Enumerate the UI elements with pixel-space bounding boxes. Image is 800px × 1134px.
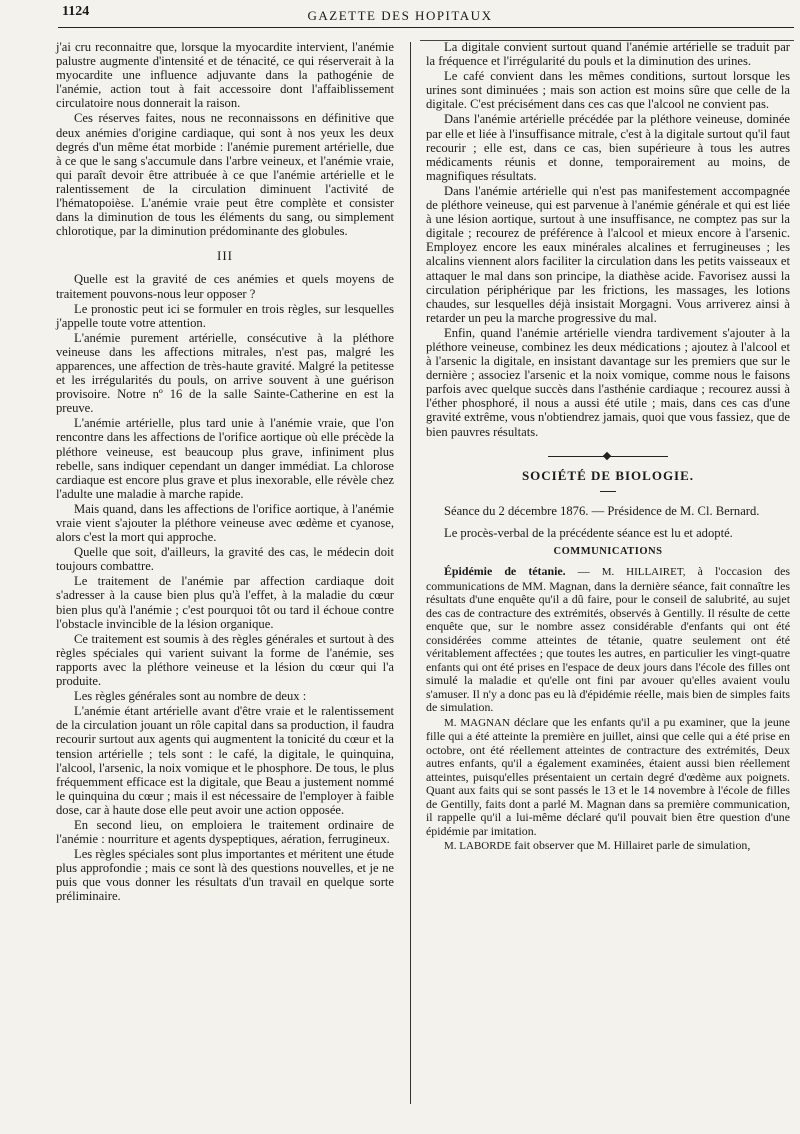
communication-speaker: M. HILLAIRET, [601, 566, 686, 578]
right-paragraph: Dans l'anémie artérielle précédée par la pléthore veineuse, dominée par elle et liée à l'insuffisance mitrale, c'est à la digitale surtout qu'il faut recourir ; elle est, dans ce cas, bien supérieure à tous les autres médicaments réunis et donne, temporairement au moins, de magnifiques résultats. [426, 112, 790, 183]
left-paragraph: Le pronostic peut ici se formuler en trois règles, sur lesquelles j'appelle toute votre attention. [56, 301, 394, 330]
column-divider [410, 42, 411, 1104]
communication-paragraph [426, 716, 790, 839]
left-column [56, 40, 394, 904]
right-paragraph: La digitale convient surtout quand l'anémie artérielle se traduit par la fréquence et l'irrégularité du pouls et la diminution des urines. [426, 40, 790, 69]
left-paragraph: Mais quand, dans les affections de l'orifice aortique, à l'anémie vraie vient s'ajouter la pléthore veineuse avec œdème et cyanose, alors c'est la mort qui approche. [56, 501, 394, 545]
right-paragraph: Enfin, quand l'anémie artérielle viendra tardivement s'ajouter à la pléthore veineuse, combinez les deux médications ; ajoutez à l'alcool et à l'arsenic la digitale, en insistant davantage sur les premiers que sur le dernière ; associez l'arsenic et la noix vomique, comme nous le faisons parfois avec quelque succès dans l'asthénie cardiaque ; recourez aussi à l'éther phosphoré, il nous a aussi été utile ; mais, dans ces cas d'une gravité extrême, vous n'obtiendrez jamais, quoi que vous fassiez, que de bien pauvres résultats. [426, 325, 790, 439]
left-paragraph: Ces réserves faites, nous ne reconnaissons en définitive que deux anémies d'origine cardiaque, qui sont à nos yeux les deux degrés d'un même état morbide : l'anémie purement artérielle, due à ce que le sang s'accumule dans l'arbre veineux, et l'anémie vraie, qui paraît devoir être attribuée à ce que l'anémie artérielle et le ralentissement de la circulation diminuent l'activité de l'hématopoièse. L'anémie vraie peut être complète et consister dans la diminution de tous les éléments du sang, ou simplement chlorotique, par la diminution prédominante des globules. [56, 111, 394, 239]
communication-paragraph: Épidémie de tétanie. — M. HILLAIRET, à l'occasion des communications de MM. Magnan, dans la dernière séance, fait connaître les résultats d'une enquête qu'il a dû faire, pour le conseil de salubrité, au sujet des cas de contracture des extrémités, observés à Gentilly. Il résulte de cette enquête que, sur le nombre assez considérable d'enfants qui ont été considérées comme atteintes de tétanie, quatre seulement ont été véritablement affectées ; que toutes les autres, en particulier les vingt-quatre enfants qui ont été prises en l'espace de deux jours dans l'école des filles ont simulé la maladie et qu'elle ont fini par avouer qu'elles avaient voulu s'amuser. Il n'y a donc pas eu là d'épidémie réelle, mais bien de simples faits de simulation. [426, 564, 790, 714]
left-paragraph: Quelle est la gravité de ces anémies et quels moyens de traitement pouvons-nous leur opposer ? [56, 272, 394, 301]
minutes-line: Le procès-verbal de la précédente séance est lu et adopté. [444, 525, 733, 540]
ornament-diamond-icon [603, 451, 611, 459]
speaker-name: M. LABORDE [444, 840, 512, 852]
communication-text: à l'occasion des communications de MM. Magnan, dans la dernière séance, fait connaître les résultats d'une enquête qu'il a dû faire, pour le conseil de salubrité, au sujet des cas de contracture des extrémités, observés à Gentilly. Il résulte de cette enquête que, sur le nombre assez considérable d'enfants qui ont été considérées comme atteintes de tétanie, quatre seulement ont été véritablement affectées ; que toutes les autres, en particulier les vingt-quatre enfants qui ont été prises en l'espace de deux jours dans l'école des filles ont simulé la maladie et qu'elle ont fini par avouer qu'elles avaient voulu s'amuser. Il n'y a donc pas eu là d'épidémie réelle, mais bien de simples faits de simulation. [426, 564, 790, 714]
left-paragraph: L'anémie artérielle, plus tard unie à l'anémie vraie, que l'on rencontre dans les affections de l'orifice aortique où elle précède la pléthore veineuse, est beaucoup plus grave, infiniment plus rebelle, sans indiquer cependant un danger immédiat. La chlorose cardiaque est encore plus grave et plus inexorable, elle révèle chez l'adulte une maladie à marche rapide. [56, 416, 394, 501]
section-ornament [548, 453, 668, 461]
session-line: Séance du 2 décembre 1876. — Présidence de M. Cl. Bernard. [444, 503, 760, 518]
section-number: III [217, 248, 233, 264]
left-paragraph: Les règles spéciales sont plus importantes et méritent une étude plus approfondie ; mais ce sont là des questions nouvelles, et je ne puis que vous donner les résultats d'un travail en quelque sorte préliminaire. [56, 847, 394, 904]
right-paragraph: Le café convient dans les mêmes conditions, surtout lorsque les urines sont diminuées ; mais son action est moins sûre que celle de la digitale. C'est précisément dans ces cas que l'alcool ne convient pas. [426, 69, 790, 112]
header-rule [58, 27, 794, 28]
page-number: 1124 [62, 4, 90, 19]
left-paragraph: Les règles générales sont au nombre de deux : [74, 689, 307, 704]
communications-heading: COMMUNICATIONS [553, 545, 663, 557]
left-paragraph: L'anémie purement artérielle, consécutive à la pléthore veineuse dans les affections mitrales, n'est pas, malgré les apparences, une affection de très-haute gravité. Malgré la petitesse et les irrégularités du pouls, on arrive souvent à une guérison provisoire. Notre nº 16 de la salle Sainte-Catherine en est la preuve. [56, 330, 394, 416]
society-title: SOCIÉTÉ DE BIOLOGIE. [521, 467, 695, 483]
right-paragraph: Dans l'anémie artérielle qui n'est pas manifestement accompagnée de pléthore veineuse, qui est parvenue à l'anémie générale et qui est liée à une lésion aortique, surtout à une insuffisance, ne comptez pas sur la digitale ; recourez de préférence à l'alcool et mieux encore à l'arsenic. Employez encore les eaux minérales alcalines et ferrugineuses ; les alcalins viennent alors faciliter la circulation dans les petits vaisseaux et attaquer le mal dans son principe, la diathèse acide. Favorisez aussi la circulation périphérique par les frictions, les massages, les lotions chaudes, sur lesquelles déjà insistait Morgagni. Vous arriverez ainsi à retarder un peu la marche progressive du mal. [426, 183, 790, 325]
left-paragraph: Ce traitement est soumis à des règles générales et surtout à des règles spéciales qui varient suivant la forme de l'anémie, ses rapports avec la pléthore veineuse et la lésion du cœur qui l'a produite. [56, 631, 394, 689]
left-paragraph: L'anémie étant artérielle avant d'être vraie et le ralentissement de la circulation jouant un rôle capital dans sa production, il faudra recourir surtout aux agents qui augmentent la tonicité du cœur et la tension artérielle ; tels sont : le café, la digitale, le quinquina, l'alcool, l'arsenic, la noix vomique et le phosphore. De tous, le plus fréquemment efficace est la digitale, que Beau a justement nommé le quinquina du cœur ; mais il est nécessaire de l'employer à faible dose, car à haute dose elle peut avoir une action opposée. [56, 704, 394, 817]
left-paragraph: En second lieu, on emploiera le traitement ordinaire de l'anémie : nourriture et agents dyspeptiques, aération, ferrugineux. [56, 817, 394, 847]
communication-title: Épidémie de tétanie. [444, 564, 566, 578]
title-dash [600, 491, 616, 492]
left-paragraph: j'ai cru reconnaitre que, lorsque la myocardite intervient, l'anémie palustre augmente d'intensité et de ténacité, ce qui réserverait à la myocardite une influence adjuvante dans la pathogénie de l'anémie, action tout à fait accessoire dont l'affaiblissement circulatoire nous donnerait la raison. [56, 40, 394, 111]
communication-text: fait observer que M. Hillairet parle de simulation, [514, 838, 751, 852]
left-paragraph: Le traitement de l'anémie par affection cardiaque doit s'adresser à la cause bien plus qu'à l'effet, à la maladie du cœur bien plus qu'à l'anémie ; c'est pourquoi tôt ou tard il échoue contre l'obstacle invincible de la lésion organique. [56, 574, 394, 631]
left-paragraph: Quelle que soit, d'ailleurs, la gravité des cas, le médecin doit toujours combattre. [56, 545, 394, 574]
communication-paragraph [426, 839, 790, 854]
communication-text: déclare que les enfants qu'il a pu examiner, que la jeune fille qui a été atteinte la première en juillet, ainsi que celle qui a été prise en octobre, ont été réellement atteintes de contracture des extrémités, Deux autres enfants, qu'il a également examinées, étaient aussi bien réellement atteintes, puisqu'elles présentaient un certain degré d'œdème aux poignets. Quant aux faits qui se sont passés le 13 et le 14 novembre à l'école de filles de Gentilly, faits dont a parlé M. Magnan dans sa première communication, il rappelle qu'il a lui-même déclaré qu'il pouvait bien être question d'une épidémie par imitation. [426, 714, 790, 838]
running-title: GAZETTE DES HOPITAUX [307, 8, 493, 23]
right-column [426, 40, 790, 854]
speaker-name: M. MAGNAN [444, 716, 510, 729]
